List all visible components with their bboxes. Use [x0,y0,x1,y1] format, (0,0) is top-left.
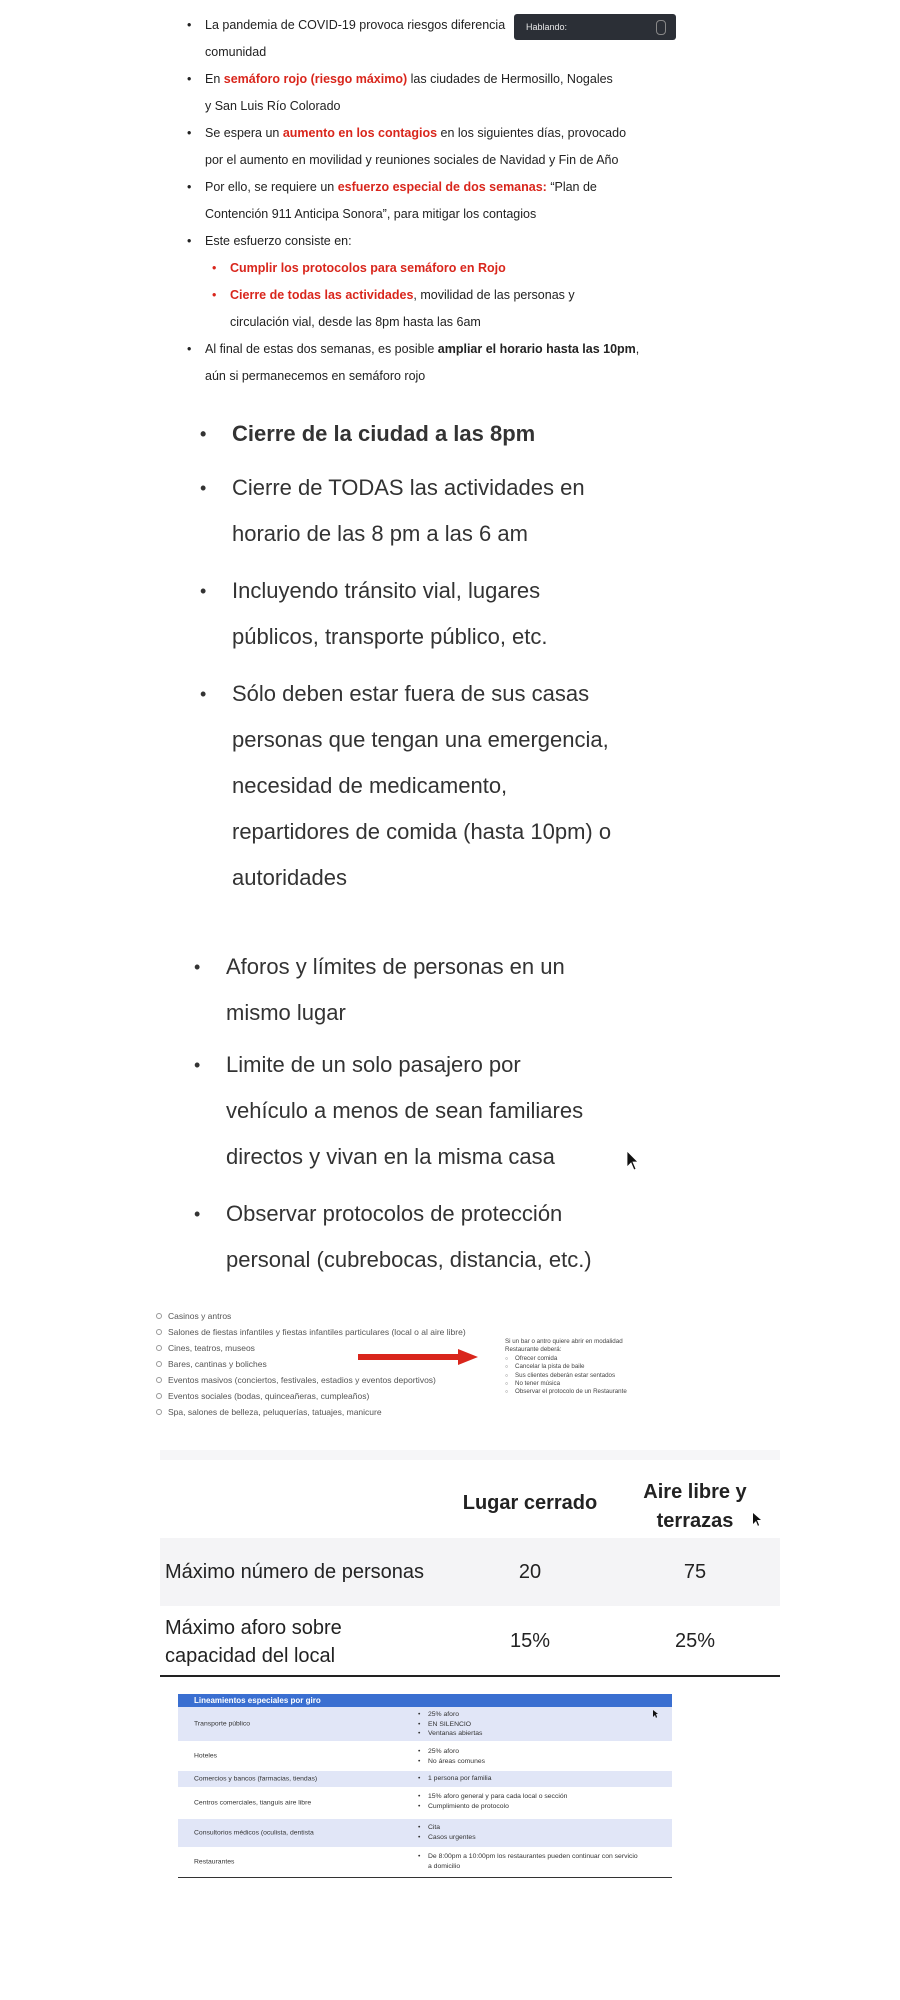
table-row: Comercios y bancos (farmacias, tiendas) • 1 persona por familia [178,1771,672,1787]
bullet-ampliar: • Al final de estas dos semanas, es posible ampliar el horario hasta las 10pm, aún si permanecemos en semáforo rojo [187,342,640,383]
list-item: Bares, cantinas y boliches [168,1356,267,1372]
slide-summary [0,0,900,400]
speaking-indicator: Hablando: [514,14,676,40]
list-item: Spa, salones de belleza, peluquerías, tatuajes, manicure [168,1404,382,1420]
table-row: Transporte público • 25% aforo • EN SILENCIO • Ventanas abiertas [178,1707,672,1741]
list-item: Eventos masivos (conciertos, festivales, estadios y eventos deportivos) [168,1372,436,1388]
table-row: Restaurantes • De 8:00pm a 10:00pm los restaurantes pueden continuar con servicio a domicilio [178,1847,672,1878]
row-label-max-aforo: Máximo aforo sobre capacidad del local [165,1617,342,1667]
subbullet-protocolos: • Cumplir los protocolos para semáforo en Rojo [212,261,506,275]
mouse-cursor-icon [626,1150,640,1172]
arrow-right-icon [358,1349,478,1365]
bullet-transito: • Incluyendo tránsito vial, lugares públicos, transporte público, etc. [200,578,548,649]
bullet-cierre-todas: • Cierre de TODAS las actividades en horario de las 8 pm a las 6 am [200,475,585,546]
list-item: Eventos sociales (bodas, quinceañeras, cumpleaños) [168,1388,369,1404]
bullet-contagios: • Se espera un aumento en los contagios en los siguientes días, provocado por el aumento en movilidad y reuniones sociales de Navidad y Fin de Año [187,126,627,167]
bullet-esfuerzo: • Por ello, se requiere un esfuerzo especial de dos semanas: “Plan de Contención 911 Anticipa Sonora”, para mitigar los contagios [187,180,597,221]
col-header-cerrado: Lugar cerrado [462,1492,598,1514]
table-bottom-rule [160,1675,780,1677]
table-row: Centros comerciales, tianguis aire libre • 15% aforo general y para cada local o sección • Cumplimiento de protocolo [178,1787,672,1819]
bar-note: Si un bar o antro quiere abrir en modalidad Restaurante deberá: ○ Ofrecer comida ○ Cancelar la pista de baile ○ Sus clientes deberán estar sentados ○ No tener música ○ Observar el protocolo de un Restaurante [505,1338,655,1397]
lineamientos-table [178,1694,672,1878]
col-header-aire-libre: Aire libre y terrazas [643,1481,747,1532]
subbullet-cierre: • Cierre de todas las actividades, movilidad de las personas y circulación vial, desde las 8pm hasta las 6am [212,288,575,329]
bullet-dot: • [187,18,192,32]
table-row: Consultorios médicos (oculista, dentista • Cita • Casos urgentes [178,1819,672,1847]
list-item: Cines, teatros, museos [168,1340,255,1356]
bullet-fuera-casas: • Sólo deben estar fuera de sus casas personas que tengan una emergencia, necesidad de medicamento, repartidores de comida (hasta 10pm) o autoridades [200,681,612,890]
bullet-pandemia: • La pandemia de COVID-19 provoca riesgos diferencia comunidad [205,12,665,66]
bullet-protocolos-proteccion: • Observar protocolos de protección personal (cubrebocas, distancia, etc.) [194,1201,592,1272]
mouse-cursor-icon [752,1512,762,1527]
cierre-title: • Cierre de la ciudad a las 8pm [200,421,536,446]
list-item: Salones de fiestas infantiles y fiestas infantiles particulares (local o al aire libre) [168,1324,466,1340]
bullet-semaforo: • En semáforo rojo (riesgo máximo) las ciudades de Hermosillo, Nogales y San Luis Río Colorado [187,72,613,113]
row-label-max-personas: Máximo número de personas [165,1561,425,1583]
mouse-cursor-icon [652,1709,659,1719]
list-item: Casinos y antros [168,1308,231,1324]
table-row: Hoteles • 25% aforo • No áreas comunes [178,1741,672,1771]
bullet-consiste: • Este esfuerzo consiste en: [187,234,352,248]
lineamientos-title: Lineamientos especiales por giro [178,1694,672,1707]
bullet-pasajero: • Limite de un solo pasajero por vehículo a menos de sean familiares directos y vivan en la misma casa [194,1052,584,1169]
bullet-aforos: • Aforos y límites de personas en un mismo lugar [194,954,565,1025]
